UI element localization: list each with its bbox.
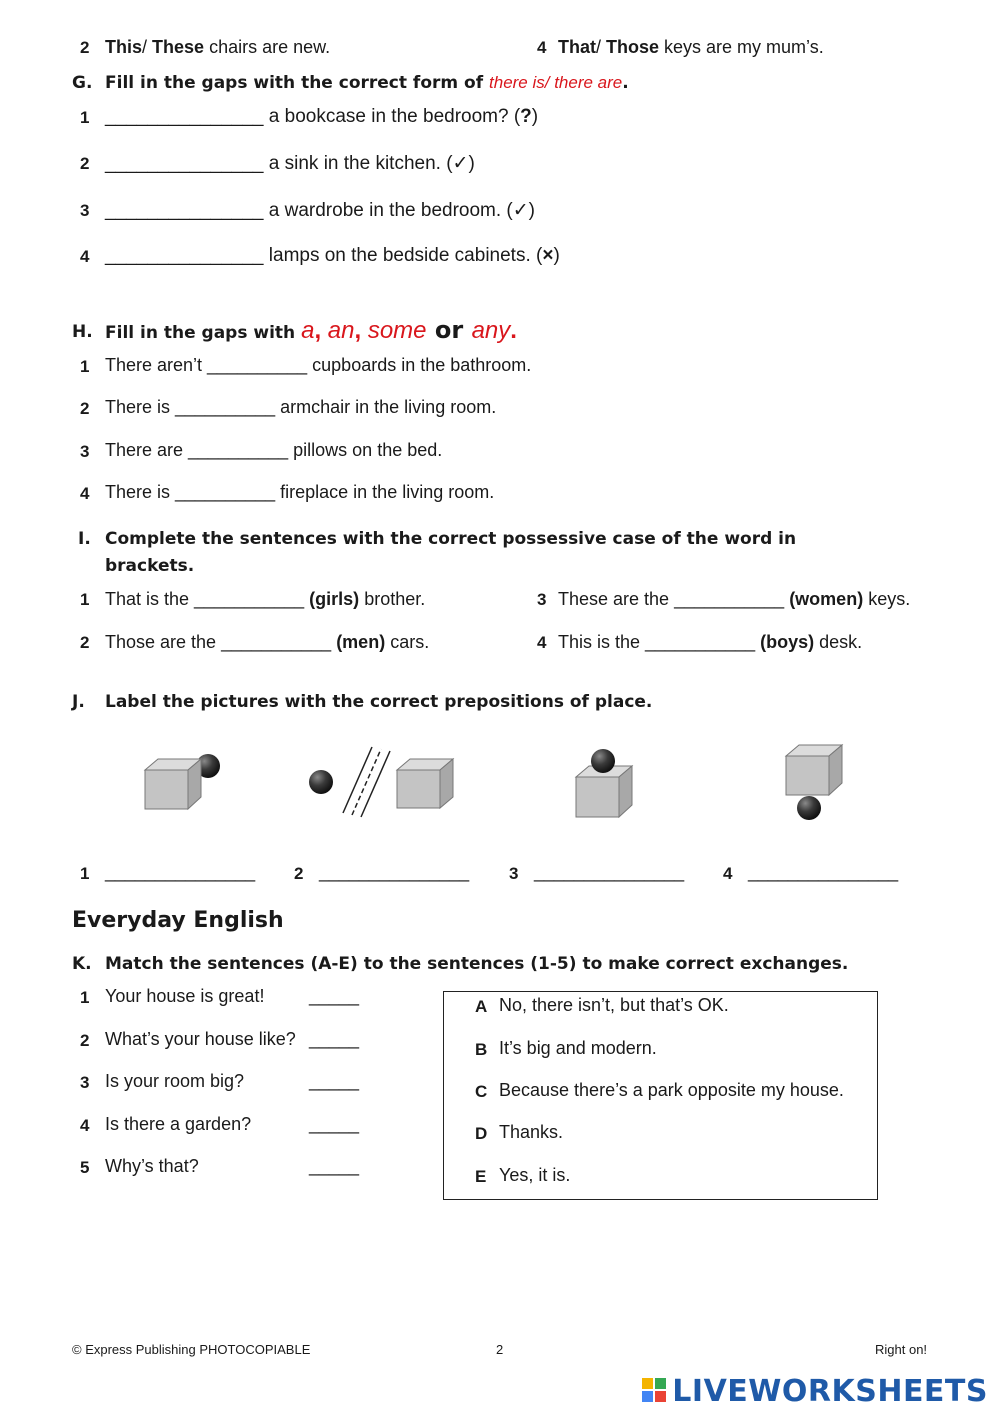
section-g-heading: G. Fill in the gaps with the correct form of there is/ there are. — [72, 73, 629, 93]
section-i-heading: I. Complete the sentences with the correct possessive case of the word in brackets. — [78, 529, 797, 576]
picture-behind — [145, 754, 220, 809]
item-number: 1 — [80, 590, 90, 609]
gap-sentence[interactable]: _______________ a sink in the kitchen. (✓) — [105, 153, 475, 174]
gap-sentence[interactable]: Those are the ___________ (men) cars. — [105, 632, 430, 652]
answer-text: It’s big and modern. — [499, 1038, 657, 1058]
liveworksheets-logo[interactable]: LIVEWORKSHEETS — [642, 1374, 988, 1409]
item-number: 4 — [537, 38, 547, 57]
item-number: 1 — [80, 988, 90, 1007]
gap-sentence[interactable]: This is the ___________ (boys) desk. — [558, 632, 863, 652]
item-number: 3 — [80, 1073, 90, 1092]
item-number: 2 — [80, 38, 90, 57]
gap-sentence[interactable]: _______________ a bookcase in the bedroom? (?) — [105, 106, 539, 127]
section-h-heading: H. Fill in the gaps with a, an, some or any. — [72, 316, 517, 344]
gap-sentence[interactable]: _______________ lamps on the bedside cabinets. (×) — [105, 245, 560, 266]
question-text: What’s your house like? — [105, 1029, 296, 1049]
gap-sentence[interactable]: There are __________ pillows on the bed. — [105, 440, 443, 460]
sentence: That/ Those keys are my mum’s. — [558, 37, 824, 57]
everyday-english-title: Everyday English — [72, 908, 284, 933]
footer-series: Right on! — [875, 1342, 928, 1357]
question-text: Is there a garden? — [105, 1114, 252, 1134]
liveworksheets-icon — [642, 1378, 668, 1404]
item-number: 4 — [537, 633, 547, 652]
choice-word[interactable]: Those — [606, 37, 660, 57]
gap-sentence[interactable]: There is __________ fireplace in the living room. — [105, 482, 495, 502]
item-number: 2 — [80, 1031, 90, 1050]
question-text: Is your room big? — [105, 1071, 245, 1091]
gap-sentence[interactable]: _______________ a wardrobe in the bedroom. (✓) — [105, 200, 535, 221]
item-number: 4 — [723, 864, 733, 883]
page-number: 2 — [496, 1342, 504, 1357]
item-number: 2 — [80, 633, 90, 652]
gap-sentence[interactable]: That is the ___________ (girls) brother. — [105, 589, 426, 609]
picture-opposite — [309, 747, 453, 817]
answer-letter: E — [475, 1167, 487, 1186]
answer-letter: A — [475, 997, 488, 1016]
answer-letter: C — [475, 1082, 488, 1101]
answer-blank[interactable]: _____ — [309, 1029, 360, 1049]
question-text: Your house is great! — [105, 986, 265, 1006]
gap-sentence[interactable]: There is __________ armchair in the living room. — [105, 397, 497, 417]
answer-letter: B — [475, 1040, 488, 1059]
item-number: 3 — [80, 201, 90, 220]
item-number: 1 — [80, 108, 90, 127]
picture-on — [576, 749, 632, 817]
answer-blank[interactable]: _____ — [309, 1156, 360, 1176]
answer-text: Thanks. — [499, 1122, 564, 1142]
picture-under — [786, 745, 842, 820]
answer-blank[interactable]: _____ — [309, 986, 360, 1006]
sentence: This/ These chairs are new. — [105, 37, 331, 57]
item-number: 4 — [80, 1116, 90, 1135]
item-number: 2 — [294, 864, 304, 883]
item-number: 1 — [80, 357, 90, 376]
footer-copyright: © Express Publishing PHOTOCOPIABLE — [72, 1342, 311, 1357]
answer-text: No, there isn’t, but that’s OK. — [499, 995, 729, 1015]
item-number: 3 — [80, 442, 90, 461]
choice-word[interactable]: These — [152, 37, 205, 57]
section-k-heading: K. Match the sentences (A-E) to the sentences (1-5) to make correct exchanges. — [72, 954, 849, 974]
label-blank[interactable]: _______________ — [105, 862, 256, 882]
item-number: 2 — [80, 154, 90, 173]
question-text: Why’s that? — [105, 1156, 199, 1176]
answer-text: Because there’s a park opposite my house. — [499, 1080, 844, 1100]
gap-sentence[interactable]: These are the ___________ (women) keys. — [558, 589, 911, 609]
prepositions-pictures — [0, 735, 1000, 835]
answer-blank[interactable]: _____ — [309, 1071, 360, 1091]
item-number: 2 — [80, 399, 90, 418]
choice-word[interactable]: That — [558, 37, 596, 57]
choice-word[interactable]: This — [105, 37, 143, 57]
label-blank[interactable]: _______________ — [748, 862, 899, 882]
label-blank[interactable]: _______________ — [319, 862, 470, 882]
answer-text: Yes, it is. — [499, 1165, 571, 1185]
item-number: 3 — [509, 864, 519, 883]
answer-letter: D — [475, 1124, 488, 1143]
item-number: 4 — [80, 484, 90, 503]
item-number: 5 — [80, 1158, 90, 1177]
section-j-heading: J. Label the pictures with the correct prepositions of place. — [72, 692, 653, 712]
answer-blank[interactable]: _____ — [309, 1114, 360, 1134]
label-blank[interactable]: _______________ — [534, 862, 685, 882]
gap-sentence[interactable]: There aren’t __________ cupboards in the bathroom. — [105, 355, 532, 375]
item-number: 1 — [80, 864, 90, 883]
item-number: 3 — [537, 590, 547, 609]
item-number: 4 — [80, 247, 90, 266]
